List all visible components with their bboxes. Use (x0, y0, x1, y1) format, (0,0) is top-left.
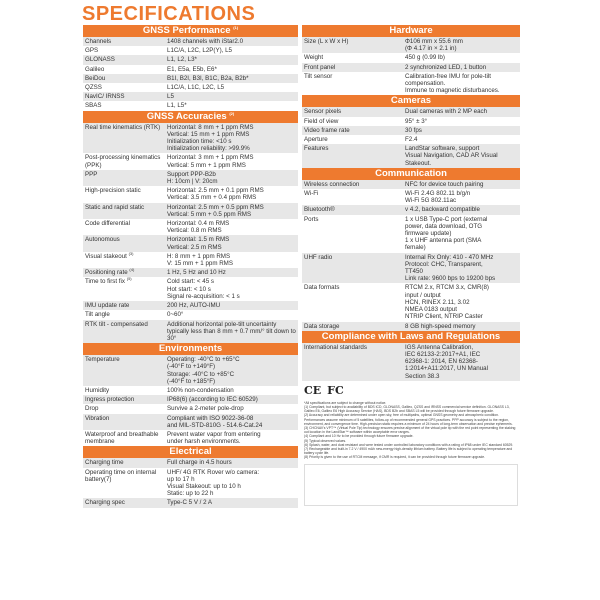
section-header-text: GNSS Performance (142, 25, 231, 36)
spec-value: Type-C 5 V / 2 A (167, 499, 213, 507)
spec-value: Horizontal: 2.5 mm + 0.5 ppm RMS Vertical: 5 mm + 0.5 ppm RMS (167, 203, 264, 218)
spec-row (83, 310, 298, 319)
spec-value: 2 synchronized LED, 1 button (405, 63, 487, 71)
spec-label-text: Code differential (85, 220, 130, 228)
spec-label (83, 405, 165, 412)
spec-row (83, 355, 298, 386)
spec-label (83, 415, 165, 429)
spec-label (83, 47, 165, 54)
spec-label-text: Post-processing kinematics (PPK) (85, 154, 161, 169)
spec-label-text: Field of view (304, 117, 339, 125)
spec-row (302, 37, 520, 53)
spec-label (83, 250, 165, 267)
spec-value: H: 8 mm + 1 ppm RMS V: 15 mm + 1 ppm RMS (167, 252, 233, 268)
section-header (302, 168, 520, 180)
section-header-text: Compliance with Laws and Regulations (321, 330, 501, 342)
spec-label (302, 254, 403, 283)
spec-row (302, 63, 520, 72)
spec-label-text: Humidity (85, 386, 110, 394)
spec-label (83, 469, 165, 498)
section-header (302, 331, 520, 343)
section-environments (83, 343, 298, 446)
spec-label-text: Positioning rate (85, 269, 128, 277)
spec-label-text: Sensor pixels (304, 108, 342, 116)
spec-row (83, 320, 298, 344)
spec-label-text: Wireless connection (304, 180, 360, 188)
spec-row (302, 180, 520, 189)
spec-value: Horizontal: 1.5 m RMS Vertical: 2.5 m RMS (167, 236, 230, 251)
spec-value: 100% non-condensation (167, 386, 234, 394)
spec-label-text: Autonomous (85, 236, 120, 244)
spec-label (302, 64, 403, 71)
spec-row (302, 253, 520, 284)
spec-row (302, 53, 520, 62)
spec-label-text: QZSS (85, 84, 102, 92)
spec-row (83, 235, 298, 251)
spec-label-text: Data formats (304, 284, 340, 292)
spec-label (83, 387, 165, 394)
spec-value: 0~60° (167, 311, 184, 319)
spec-value: 8 GB high-speed memory (405, 322, 476, 330)
spec-label (83, 269, 165, 276)
spec-value: 1 Hz, 5 Hz and 10 Hz (167, 269, 226, 277)
spec-row (83, 268, 298, 277)
footnote: (3) CHCNAV's VPT™ (Virtual Pole Tip) technology ensures precise alignment of the virtual pole tip with the red point representing the staking out location in the LandStar™ software within acceptable error ranges. (304, 425, 516, 435)
spec-label-text: SBAS (85, 102, 102, 110)
footnote-ref: (4) (129, 267, 135, 273)
spec-value: 200 Hz, AUTO-IMU (167, 302, 221, 310)
spec-label (83, 459, 165, 466)
spec-row (83, 92, 298, 101)
spec-label-text: Waterproof and breathable membrane (85, 430, 159, 446)
spec-label-text: Temperature (85, 356, 120, 364)
spec-row (83, 74, 298, 83)
spec-value: Support PPP-B2b H: 10cm | V: 20cm (167, 170, 218, 186)
spec-value: Horizontal: 0.4 m RMS Vertical: 0.8 m RMS (167, 220, 230, 235)
spec-label (83, 499, 165, 506)
spec-label (302, 38, 403, 52)
section-header (83, 343, 298, 355)
spec-label (302, 136, 403, 143)
spec-value: Full charge in 4.5 hours (167, 459, 232, 467)
spec-label-text: Charging spec (85, 499, 125, 507)
footnote-ref: (5) (126, 276, 132, 282)
spec-label-text: Ingress protection (85, 396, 135, 404)
footnote: *All specifications are subject to change without notice. (304, 400, 387, 405)
spec-value: IGS Antenna Calibration, IEC 62133-2:2017+A1, IEC 62368-1: 2014, EN 62368- 1:2014+A11:2017, UN Manual Section 38.3 (405, 343, 488, 380)
spec-label (302, 216, 403, 252)
spec-value: Φ106 mm x 55.6 mm (Φ 4.17 in × 2.1 in) (405, 38, 463, 53)
footnote: (2) Accuracy and reliability are determined under open sky, free of multipaths, optimal GNSS geometry and atmospheric condition. Performances assume minimum of 5 satellites, follow-up of recommended general GPS practices. PPP accuracy is subject to the region, environment, and convergence time. High-precision static requires a minimum of 24 hours of long-term observation and precise ephemeris. (304, 413, 513, 426)
spec-label-text: Static and rapid static (85, 203, 145, 211)
spec-value: Wi-Fi 2.4G 802.11 b/g/n Wi-Fi 5G 802.11ac (405, 190, 471, 205)
spec-label-text: GLONASS (85, 56, 115, 64)
spec-row (83, 46, 298, 55)
footnotes (302, 400, 520, 461)
spec-value: Operating: -40°C to +65°C (-40°F to +149°F) Storage: -40°C to +85°C (-40°F to +185°F) (167, 356, 240, 385)
spec-label (83, 75, 165, 82)
spec-value: L1, L2, L3* (167, 56, 197, 64)
spec-label (302, 145, 403, 167)
spec-value: Cold start: < 45 s Hot start: < 10 s Signal re-acquisition: < 1 s (167, 278, 240, 300)
footnote: (4) Compliant and 10 Hz to be provided through future firmware upgrade. (304, 434, 414, 439)
section-header (302, 25, 520, 37)
spec-value: Horizontal: 3 mm + 1 ppm RMS Vertical: 5 mm + 1 ppm RMS (167, 154, 254, 169)
spec-label (302, 284, 403, 320)
spec-value: Horizontal: 2.5 mm + 0.1 ppm RMS Vertical: 3.5 mm + 0.4 ppm RMS (167, 187, 264, 202)
spec-row (302, 135, 520, 144)
section-header-text: Electrical (169, 446, 212, 458)
spec-label-text: Front panel (304, 63, 336, 71)
spec-value: RTCM 2.x, RTCM 3.x, CMR(8) input / output HCN, RINEX 2.11, 3.02 NMEA 0183 output NTRIP Client, NTRIP Caster (405, 284, 489, 321)
spec-label (83, 302, 165, 309)
spec-label (83, 311, 165, 318)
spec-row (83, 301, 298, 310)
spec-value: L1C/A, L2C, L2P(Y), L5 (167, 47, 233, 55)
footnote: (8) Priority is given to the use of RTCM message, if CMR is required, it can be provided through future firmware upgrade. (304, 455, 486, 460)
spec-row (83, 37, 298, 46)
spec-label (302, 181, 403, 188)
spec-label (83, 396, 165, 403)
spec-value: 1 x USB Type-C port (external power, data download, OTG firmware update) 1 x UHF antenna port (SMA female) (405, 215, 488, 252)
spec-value: L1, L5* (167, 102, 187, 110)
spec-row (83, 153, 298, 169)
spec-row (83, 219, 298, 235)
footnote: (6) Splash, water, and dust resistant and were tested under controlled laboratory conditions with a rating of IP68 under IEC standard 60529. (304, 442, 514, 447)
spec-row (302, 283, 520, 321)
spec-value: Survive a 2-meter pole-drop (167, 405, 244, 413)
spec-label (83, 278, 165, 300)
spec-row (83, 498, 298, 507)
spec-row (302, 126, 520, 135)
spec-label-text: UHF radio (304, 253, 333, 261)
spec-label-text: Tilt angle (85, 311, 110, 319)
spec-label-text: BeiDou (85, 74, 106, 82)
spec-row (302, 215, 520, 253)
spec-label (83, 38, 165, 45)
spec-label-text: International standards (304, 343, 367, 351)
spec-label (83, 84, 165, 91)
section-header (83, 446, 298, 458)
spec-label (302, 108, 403, 115)
spec-value: Prevent water vapor from entering under harsh environments. (167, 430, 261, 446)
spec-row (302, 343, 520, 381)
right-column (302, 25, 520, 506)
section-header-text: Hardware (389, 25, 433, 36)
certification-marks (302, 381, 520, 400)
spec-value: Calibration-free IMU for pole-tilt compensation. Immune to magnetic disturbances. (405, 72, 500, 95)
spec-row (83, 277, 298, 301)
section-header-text: Communication (375, 167, 447, 179)
footnote-ref: (2) (229, 110, 235, 116)
spec-value: B1I, B2I, B3I, B1C, B2a, B2b* (167, 74, 249, 82)
spec-label (302, 118, 403, 125)
section-gnss-performance (83, 25, 298, 111)
spec-label-text: Bluetooth® (304, 206, 335, 214)
spec-value: 450 g (0.99 lb) (405, 54, 445, 62)
spec-label (302, 344, 403, 380)
spec-label-text: GPS (85, 47, 99, 55)
spec-value: Dual cameras with 2 MP each (405, 108, 488, 116)
spec-row (83, 170, 298, 186)
spec-label-text: Aperture (304, 136, 328, 144)
spec-value: UHF/ 4G RTK Rover w/o camera: up to 17 h Visual Stakeout: up to 10 h Static: up to 22 h (167, 468, 260, 498)
spec-row (302, 322, 520, 331)
spec-label-text: Video frame rate (304, 126, 350, 134)
footnote: (5) Typical observed values. (304, 438, 347, 443)
spec-value: Internal Rx Only: 410 - 470 MHz Protocol: CHC, Transparent, TT450 Link rate: 9600 bps to 19200 bps (405, 253, 496, 283)
section-header-text: Environments (158, 343, 223, 355)
ce-mark-icon: CE (304, 383, 322, 397)
spec-row (83, 430, 298, 446)
spec-row (83, 123, 298, 154)
spec-row (83, 186, 298, 202)
spec-label-text: Size (L x W x H) (304, 38, 349, 45)
spec-value: L5 (167, 93, 174, 101)
spec-label-text: Time to first fix (85, 278, 125, 286)
section-header-text: GNSS Accuracies (146, 110, 227, 122)
spec-label (83, 66, 165, 73)
page-title: SPECIFICATIONS (82, 3, 256, 25)
spec-label (83, 93, 165, 100)
spec-value: 30 fps (405, 126, 422, 134)
spec-label-text: Data storage (304, 322, 340, 330)
spec-row (302, 107, 520, 116)
section-hardware (302, 25, 520, 95)
spec-value: Additional horizontal pole-tilt uncertainty typically less than 8 mm + 0.7 mm/° tilt down to 30° (167, 320, 296, 342)
spec-label-text: Charging time (85, 459, 124, 467)
footnote: (7) Rechargeable and built-in 7.2 V / 4900 mAh new-energy high-density lithium battery. Battery life is subject to operating temperature and battery cycle life. (304, 446, 513, 456)
spec-label-text: Visual stakeout (85, 252, 127, 260)
spec-row (302, 144, 520, 168)
spec-row (83, 414, 298, 430)
spec-label-text: Operating time on internal battery(7) (85, 468, 157, 483)
spec-value: IP68(6) (according to IEC 60529) (167, 396, 258, 404)
spec-label-text: Ports (304, 215, 319, 223)
empty-box (304, 464, 518, 506)
spec-label-text: PPP (85, 170, 98, 178)
spec-label-text: Galileo (85, 65, 105, 73)
section-gnss-accuracies (83, 111, 298, 343)
spec-label-text: Tilt sensor (304, 72, 333, 80)
spec-label-text: Real time kinematics (RTK) (85, 123, 161, 131)
spec-label (83, 356, 165, 385)
spec-label (302, 127, 403, 134)
spec-label (83, 204, 165, 218)
spec-label-text: Wi-Fi (304, 190, 319, 198)
spec-value: v 4.2, backward compatible (405, 206, 480, 214)
footnote-ref: (3) (128, 250, 134, 256)
spec-row (83, 395, 298, 404)
section-header-text: Cameras (390, 95, 432, 107)
spec-label (302, 190, 403, 204)
spec-label (83, 236, 165, 250)
spec-row (302, 205, 520, 214)
spec-label-text: Weight (304, 54, 324, 62)
spec-row (83, 386, 298, 395)
spec-label-text: Vibration (85, 414, 110, 422)
spec-label (302, 54, 403, 61)
spec-label (302, 73, 403, 95)
spec-row (83, 404, 298, 413)
footnote-ref: (1) (233, 24, 239, 30)
spec-row (83, 83, 298, 92)
spec-row (83, 252, 298, 268)
spec-label-text: Channels (85, 38, 112, 45)
spec-label (83, 187, 165, 201)
section-header (83, 111, 298, 123)
spec-row (302, 72, 520, 96)
spec-value: LandStar software, support Visual Navigation, CAD AR Visual Stakeout. (405, 145, 498, 167)
spec-label (83, 321, 165, 343)
spec-label (302, 323, 403, 330)
footnote: (1) Compliant, but subject to availability of BDS ICD, GLONASS, Galileo, QZSS and IRNSS commercial service definition. GLONASS L3, Galileo E6, Galileo E6 High Accuracy Service (HAS), BDS B2b and SBAS L5 will be provided through future firmware upgrade. (304, 404, 510, 414)
section-header (83, 25, 298, 37)
spec-row (83, 458, 298, 467)
spec-value: Horizontal: 8 mm + 1 ppm RMS Vertical: 15 mm + 1 ppm RMS Initialization time: <10 s Initialization reliability: >99.9% (167, 123, 254, 153)
spec-label-text: Drop (85, 405, 99, 413)
spec-label (83, 431, 165, 445)
section-communication (302, 168, 520, 331)
spec-value: E1, E5a, E5b, E6* (167, 65, 217, 73)
spec-row (302, 189, 520, 205)
spec-label-text: High-precision static (85, 187, 141, 195)
spec-row (83, 55, 298, 64)
spec-value: L1C/A, L1C, L2C, L5 (167, 84, 225, 92)
section-compliance-with-laws-and-regulations (302, 331, 520, 381)
spec-label (83, 102, 165, 109)
spec-label-text: RTK tilt - compensated (85, 320, 148, 328)
spec-row (83, 203, 298, 219)
section-electrical (83, 446, 298, 507)
spec-value: 1408 channels with iStar2.0 (167, 38, 244, 45)
spec-value: F2.4 (405, 136, 418, 144)
spec-label-text: IMU update rate (85, 302, 130, 310)
spec-value: 95° ± 3° (405, 117, 428, 125)
spec-label (83, 124, 165, 153)
fcc-mark-icon: FC (327, 383, 344, 397)
spec-label-text: Features (304, 145, 329, 153)
spec-row (302, 117, 520, 126)
spec-value: NFC for device touch pairing (405, 180, 484, 188)
spec-row (83, 468, 298, 499)
section-cameras (302, 95, 520, 167)
spec-label (302, 206, 403, 213)
spec-label (83, 56, 165, 63)
spec-label (83, 220, 165, 234)
spec-row (83, 101, 298, 110)
section-header (302, 95, 520, 107)
spec-label (83, 154, 165, 168)
spec-label-text: NavIC/ IRNSS (85, 93, 125, 101)
spec-value: Compliant with ISO 9022-36-08 and MIL-STD-810G - 514.6-Cat.24 (167, 414, 263, 429)
spec-label (83, 171, 165, 185)
left-column (83, 25, 298, 508)
spec-row (83, 65, 298, 74)
